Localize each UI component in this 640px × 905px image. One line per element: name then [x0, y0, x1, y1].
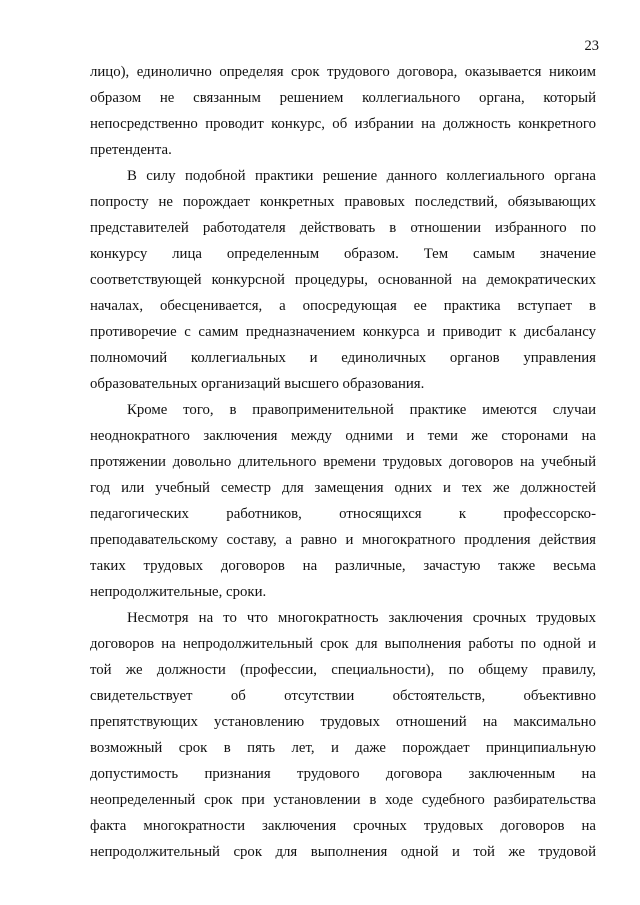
text-line: Несмотря на то что многократность заключения срочных трудовых [127, 610, 596, 626]
text-line: допустимость признания трудового договора заключенным на [90, 766, 596, 782]
text-line: конкурсу лица определенным образом. Тем самым значение [90, 246, 596, 262]
text-line: соответствующей конкурсной процедуры, основанной на демократических [90, 272, 596, 288]
text-line: свидетельствует об отсутствии обстоятельств, объективно [90, 688, 596, 704]
text-line: факта многократности заключения срочных трудовых договоров на [90, 818, 596, 834]
text-line: В силу подобной практики решение данного коллегиального органа [127, 168, 596, 184]
text-line: возможный срок в пять лет, и даже порождает принципиальную [90, 740, 596, 756]
text-line: непродолжительный срок для выполнения одной и той же трудовой [90, 844, 596, 860]
text-line: полномочий коллегиальных и единоличных органов управления [90, 350, 596, 366]
text-line: год или учебный семестр для замещения одних и тех же должностей [90, 480, 596, 496]
text-line: договоров на непродолжительный срок для выполнения работы по одной и [90, 636, 596, 652]
text-line: образовательных организаций высшего образования. [90, 376, 425, 392]
text-line: протяжении довольно длительного времени трудовых договоров на учебный [90, 454, 596, 470]
text-line: Кроме того, в правоприменительной практике имеются случаи [127, 402, 596, 418]
text-line: преподавательскому составу, а равно и многократного продления действия [90, 532, 596, 548]
text-line: педагогических работников, относящихся к профессорско- [90, 506, 596, 522]
page-number: 23 [584, 38, 599, 54]
text-line: попросту не порождает конкретных правовых последствий, обязывающих [90, 194, 596, 210]
text-line: неопределенный срок при установлении в ходе судебного разбирательства [90, 792, 596, 808]
text-line: непродолжительные, сроки. [90, 584, 267, 600]
text-line: неоднократного заключения между одними и теми же сторонами на [90, 428, 596, 444]
text-line: препятствующих установлению трудовых отношений на максимально [90, 714, 596, 730]
text-line: той же должности (профессии, специальности), по общему правилу, [90, 662, 596, 678]
text-line: началах, обесценивается, а опосредующая ее практика вступает в [90, 298, 596, 314]
text-line: непосредственно проводит конкурс, об избрании на должность конкретного [90, 116, 596, 132]
text-line: претендента. [90, 142, 172, 158]
text-line: противоречие с самим предназначением конкурса и приводит к дисбалансу [90, 324, 596, 340]
text-line: представителей работодателя действовать в отношении избранного по [90, 220, 596, 236]
text-line: таких трудовых договоров на различные, зачастую также весьма [90, 558, 596, 574]
text-line: образом не связанным решением коллегиального органа, который [90, 90, 596, 106]
text-line: лицо), единолично определяя срок трудового договора, оказывается никоим [90, 64, 596, 80]
